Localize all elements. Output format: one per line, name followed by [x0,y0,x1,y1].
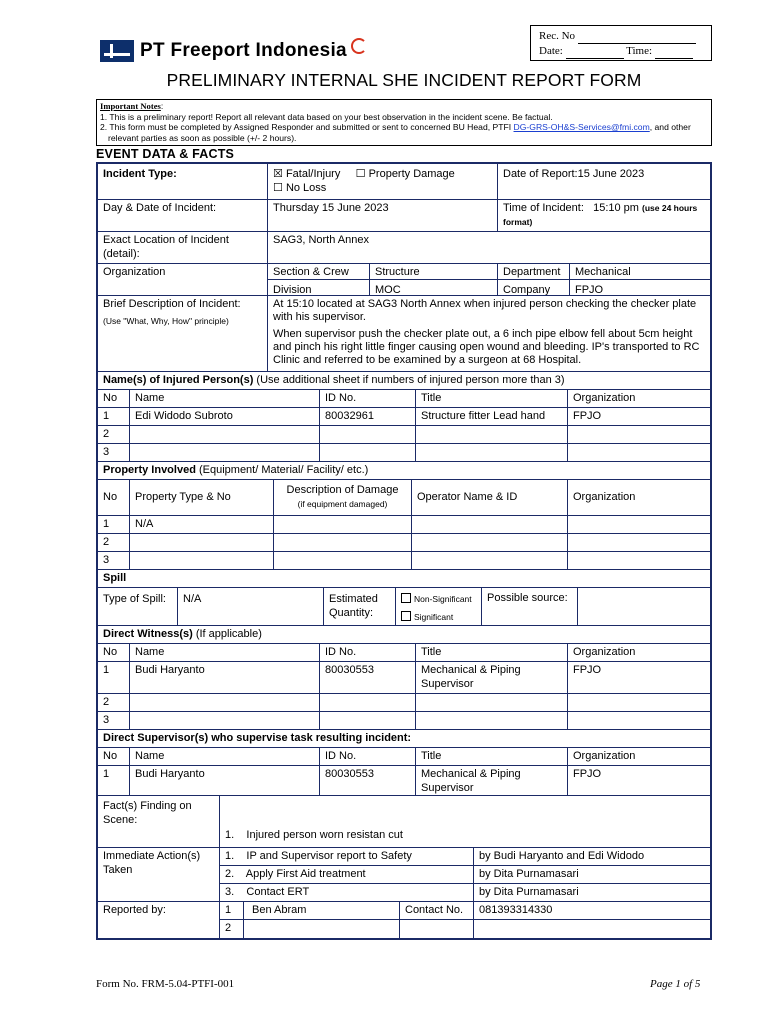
property-cell: 1 [98,516,130,533]
property-col-operator: Operator Name & ID [412,480,568,515]
reported-contact-col [474,902,710,938]
time-incident-label: Time of Incident: [503,202,584,214]
witness-row [98,694,710,712]
injured-cell: 3 [98,444,130,461]
supervisor-col-2: ID No. [320,748,416,765]
property-cell [130,534,274,551]
reporter-no-1: 1 [220,902,243,920]
injured-cell [130,444,320,461]
fact-item-1: 1. Injured person worn resistan cut [225,829,403,841]
property-cell [274,516,412,533]
damage-col-hint: (if equipment damaged) [297,498,388,509]
supervisor-col-0: No [98,748,130,765]
company-label: Company [503,283,551,295]
form-title: PRELIMINARY INTERNAL SHE INCIDENT REPORT FORM [166,70,642,90]
brief-label-cell [98,296,268,371]
damage-col-label: Description of Damage [286,484,399,496]
injured-col-3: Title [416,390,568,407]
injured-section-title [98,372,710,390]
witness-cell [320,694,416,711]
action-by-1: by Budi Haryanto and Edi Widodo [474,848,710,866]
injured-col-0: No [98,390,130,407]
spill-source-label: Possible source: [482,588,578,625]
injured-cell [568,444,710,461]
injured-cell [130,426,320,443]
injured-col-1: Name [130,390,320,407]
time-of-incident [498,200,710,231]
company-value: FPJO [575,283,604,295]
department-label: Department [503,266,561,278]
property-col-no: No [98,480,130,515]
supervisor-header-row [98,748,710,766]
injured-col-4: Organization [573,392,636,404]
supervisor-cell: Budi Haryanto [130,766,320,795]
property-title-bold: Property Involved [103,464,196,476]
spill-source-value[interactable] [578,588,710,625]
property-col-type: Property Type & No [130,480,274,515]
date-field[interactable] [566,58,624,59]
injured-title-cell [98,372,710,389]
supervisor-cell: Mechanical & Piping Supervisor [416,766,568,795]
witness-cell [568,694,710,711]
injured-cell [320,444,416,461]
non-significant-checkbox[interactable] [401,593,411,603]
date-label: Date: [539,45,563,57]
section-crew-label: Section & Crew [273,266,349,278]
witness-title-bold: Direct Witness(s) [103,628,193,640]
supervisor-cell: 1 [98,766,130,795]
injured-header-row [98,390,710,408]
record-box [530,25,712,61]
witness-col-4: Organization [573,646,636,658]
contact-no-value: 081393314330 [474,902,710,920]
brief-paragraph-1: At 15:10 located at SAG3 North Annex when injured person checking the checker plate with his supervisor. [273,298,697,323]
action-item-2: 2. Apply First Aid treatment [220,866,473,884]
time-label: Time: [626,45,653,57]
time-field[interactable] [655,58,693,59]
reported-no-col [220,902,244,938]
witness-cell [568,712,710,729]
incident-type-label: Incident Type: [98,164,268,199]
company-name: PT Freeport Indonesia [140,40,347,61]
location-row [98,232,710,264]
spill-title: Spill [103,572,127,584]
event-data-table [96,162,712,940]
note-line-1: 1. This is a preliminary report! Report all relevant data based on your best observation in the incident scene. Be factual. [100,111,553,122]
property-col-damage [274,480,412,515]
property-section-title [98,462,710,480]
injured-row [98,444,710,462]
witness-cell [130,694,320,711]
fmi-logo-icon [100,40,134,62]
reported-name-col [244,902,400,938]
property-cell: 2 [98,534,130,551]
action-by-2: by Dita Purnamasari [474,866,710,884]
contact-no-label-2 [400,920,473,937]
supervisor-col-4: Organization [573,750,636,762]
injured-title-rest: (Use additional sheet if numbers of injured person more than 3) [253,374,565,386]
property-cell [412,534,568,551]
division-label: Division [273,283,312,295]
supervisor-col-3: Title [416,748,568,765]
brief-hint: (Use "What, Why, How" principle) [103,315,229,326]
note-line-2-end: , and other [649,122,691,132]
actions-row [98,848,710,902]
section-title: EVENT DATA & FACTS [96,147,235,161]
organization-row [98,264,710,296]
witness-cell [416,694,568,711]
supervisor-cell: 80030553 [320,766,416,795]
spill-significance [396,588,482,625]
note-line-2: 2. This form must be completed by Assigned Responder and submitted or sent to concerned BU Head, PTFI [100,122,512,132]
incident-type-options [268,164,498,199]
actions-label: Immediate Action(s) Taken [98,848,220,901]
spill-row [98,588,710,626]
facts-list [220,796,710,847]
notes-heading: Important Notes [100,101,161,111]
witness-header-row [98,644,710,662]
division-value: MOC [375,283,401,295]
injured-cell [416,426,568,443]
supervisor-section-title [98,730,710,748]
facts-row [98,796,710,848]
brief-label: Brief Description of Incident: [103,298,241,310]
injured-cell: 80032961 [320,408,416,425]
property-row [98,516,710,534]
property-cell [274,534,412,551]
injured-cell: 2 [98,426,130,443]
date-of-report: Date of Report:15 June 2023 [503,168,645,180]
supervisor-row [98,766,710,796]
witness-cell: 1 [98,662,130,693]
injured-cell: Structure fitter Lead hand [416,408,568,425]
org-divider [268,279,710,280]
witness-cell [320,712,416,729]
brief-paragraph-2: When supervisor push the checker plate out, a 6 inch pipe elbow fell about 5cm height and pinch his right little finger causing open wound and bleeding. IP's transported to RC Clinic and referred to be examined by a surgeon at 68 Hospital. [273,328,700,366]
witness-title-rest: (If applicable) [192,628,262,640]
no-loss-checkbox[interactable]: ☐ [273,181,283,194]
property-col-org: Organization [573,490,636,503]
note-line-3: relevant parties as soon as possible (+/- 2 hours). [108,132,297,143]
property-cell [568,534,710,551]
section-crew-value: Structure [375,266,420,278]
witness-cell [130,712,320,729]
injured-cell [320,426,416,443]
witness-cell: 2 [98,694,130,711]
fatal-checkbox[interactable]: ☒ [273,168,283,180]
witness-title-cell [98,626,710,643]
witness-cell: FPJO [573,664,602,676]
action-item-3: 3. Contact ERT [225,886,310,898]
incident-type-row [98,164,710,200]
reported-by-label: Reported by: [98,902,220,938]
day-date-row [98,200,710,232]
witness-cell: 3 [98,712,130,729]
witness-cell: 80030553 [320,662,416,693]
injured-col-2: ID No. [320,390,416,407]
injured-title-bold: Name(s) of Injured Person(s) [103,374,254,386]
injured-cell [568,426,710,443]
time-incident-value: 15:10 pm [593,202,639,214]
property-title-cell [98,462,710,479]
witness-row [98,662,710,694]
property-title-rest: (Equipment/ Material/ Facility/ etc.) [195,464,369,476]
reported-contact-label-col [400,902,474,938]
witness-cell: Mechanical & Piping Supervisor [416,662,568,693]
injured-row [98,426,710,444]
location-value: SAG3, North Annex [273,234,369,246]
spill-type-label: Type of Spill: [98,588,178,625]
supervisor-col-1: Name [130,748,320,765]
injured-row [98,408,710,426]
location-label: Exact Location of Incident (detail): [98,232,268,263]
department-value: Mechanical [575,266,631,278]
spill-quantity-label: Estimated Quantity: [324,588,396,625]
important-notes: Important Notes: 1. This is a preliminary report! Report all relevant data based on your best observation in the incident scene. Be factual. 2. This form must be completed by Assigned Responder and submitted or sent to concerned BU Head, PTFI DG-GRS-OH&S-Services@fmi.com, and other relevant parties as soon as possible (+/- 2 hours). [96,99,712,146]
day-date-label: Day & Date of Incident: [98,200,268,231]
brief-description-row [98,296,710,372]
brief-description [268,296,710,371]
action-by-3: by Dita Purnamasari [479,886,579,898]
property-cell [274,552,412,569]
reporter-no-2: 2 [225,922,232,934]
witness-section-title [98,626,710,644]
contact-no-value-2 [474,920,710,937]
company-logo [100,38,367,64]
witness-col-3: Title [416,644,568,661]
organization-label: Organization [98,264,268,295]
injured-cell: Edi Widodo Subroto [130,408,320,425]
injured-cell: 1 [98,408,130,425]
injured-cell: FPJO [573,410,602,422]
property-cell: N/A [130,516,274,533]
injured-cell [416,444,568,461]
facts-label: Fact(s) Finding on Scene: [98,796,220,847]
witness-col-2: ID No. [320,644,416,661]
witness-col-0: No [98,644,130,661]
non-significant-label: Non-Significant [414,594,472,604]
actions-list [220,848,474,901]
swirl-logo-icon [351,38,367,54]
day-date-value: Thursday 15 June 2023 [268,200,498,231]
property-damage-label: Property Damage [368,168,455,180]
reporter-name-1: Ben Abram [244,902,399,920]
reporter-name-2 [244,920,399,937]
contact-no-label: Contact No. [400,902,473,920]
rec-no-label: Rec. No [539,30,576,42]
property-row [98,534,710,552]
property-cell: 3 [98,552,130,569]
supervisor-title: Direct Supervisor(s) who supervise task resulting incident: [103,732,412,744]
witness-cell [416,712,568,729]
fatal-injury-label: Fatal/Injury [285,168,341,180]
actions-by [474,848,710,901]
spill-section-title [98,570,710,588]
significant-label: Significant [414,612,454,622]
property-cell [412,516,568,533]
significant-checkbox[interactable] [401,611,411,621]
form-number: Form No. FRM-5.04-PTFI-001 [96,978,235,990]
witness-row [98,712,710,730]
witness-cell: Budi Haryanto [130,662,320,693]
no-loss-label: No Loss [285,181,327,194]
property-cell [130,552,274,569]
property-cell [568,552,710,569]
property-cell [568,516,710,533]
spill-type-value: N/A [178,588,324,625]
time-format-hint: (use 24 hours format) [503,203,698,227]
page-number: Page 1 of 5 [650,978,701,990]
property-row [98,552,710,570]
witness-col-1: Name [130,644,320,661]
action-item-1: 1. IP and Supervisor report to Safety [220,848,473,866]
supervisor-cell: FPJO [573,768,602,780]
reported-by-row [98,902,710,938]
property-cell [412,552,568,569]
property-header-row [98,480,710,516]
email-link[interactable]: DG-GRS-OH&S-Services@fmi.com [513,122,650,132]
property-damage-checkbox[interactable]: ☐ [355,168,366,180]
